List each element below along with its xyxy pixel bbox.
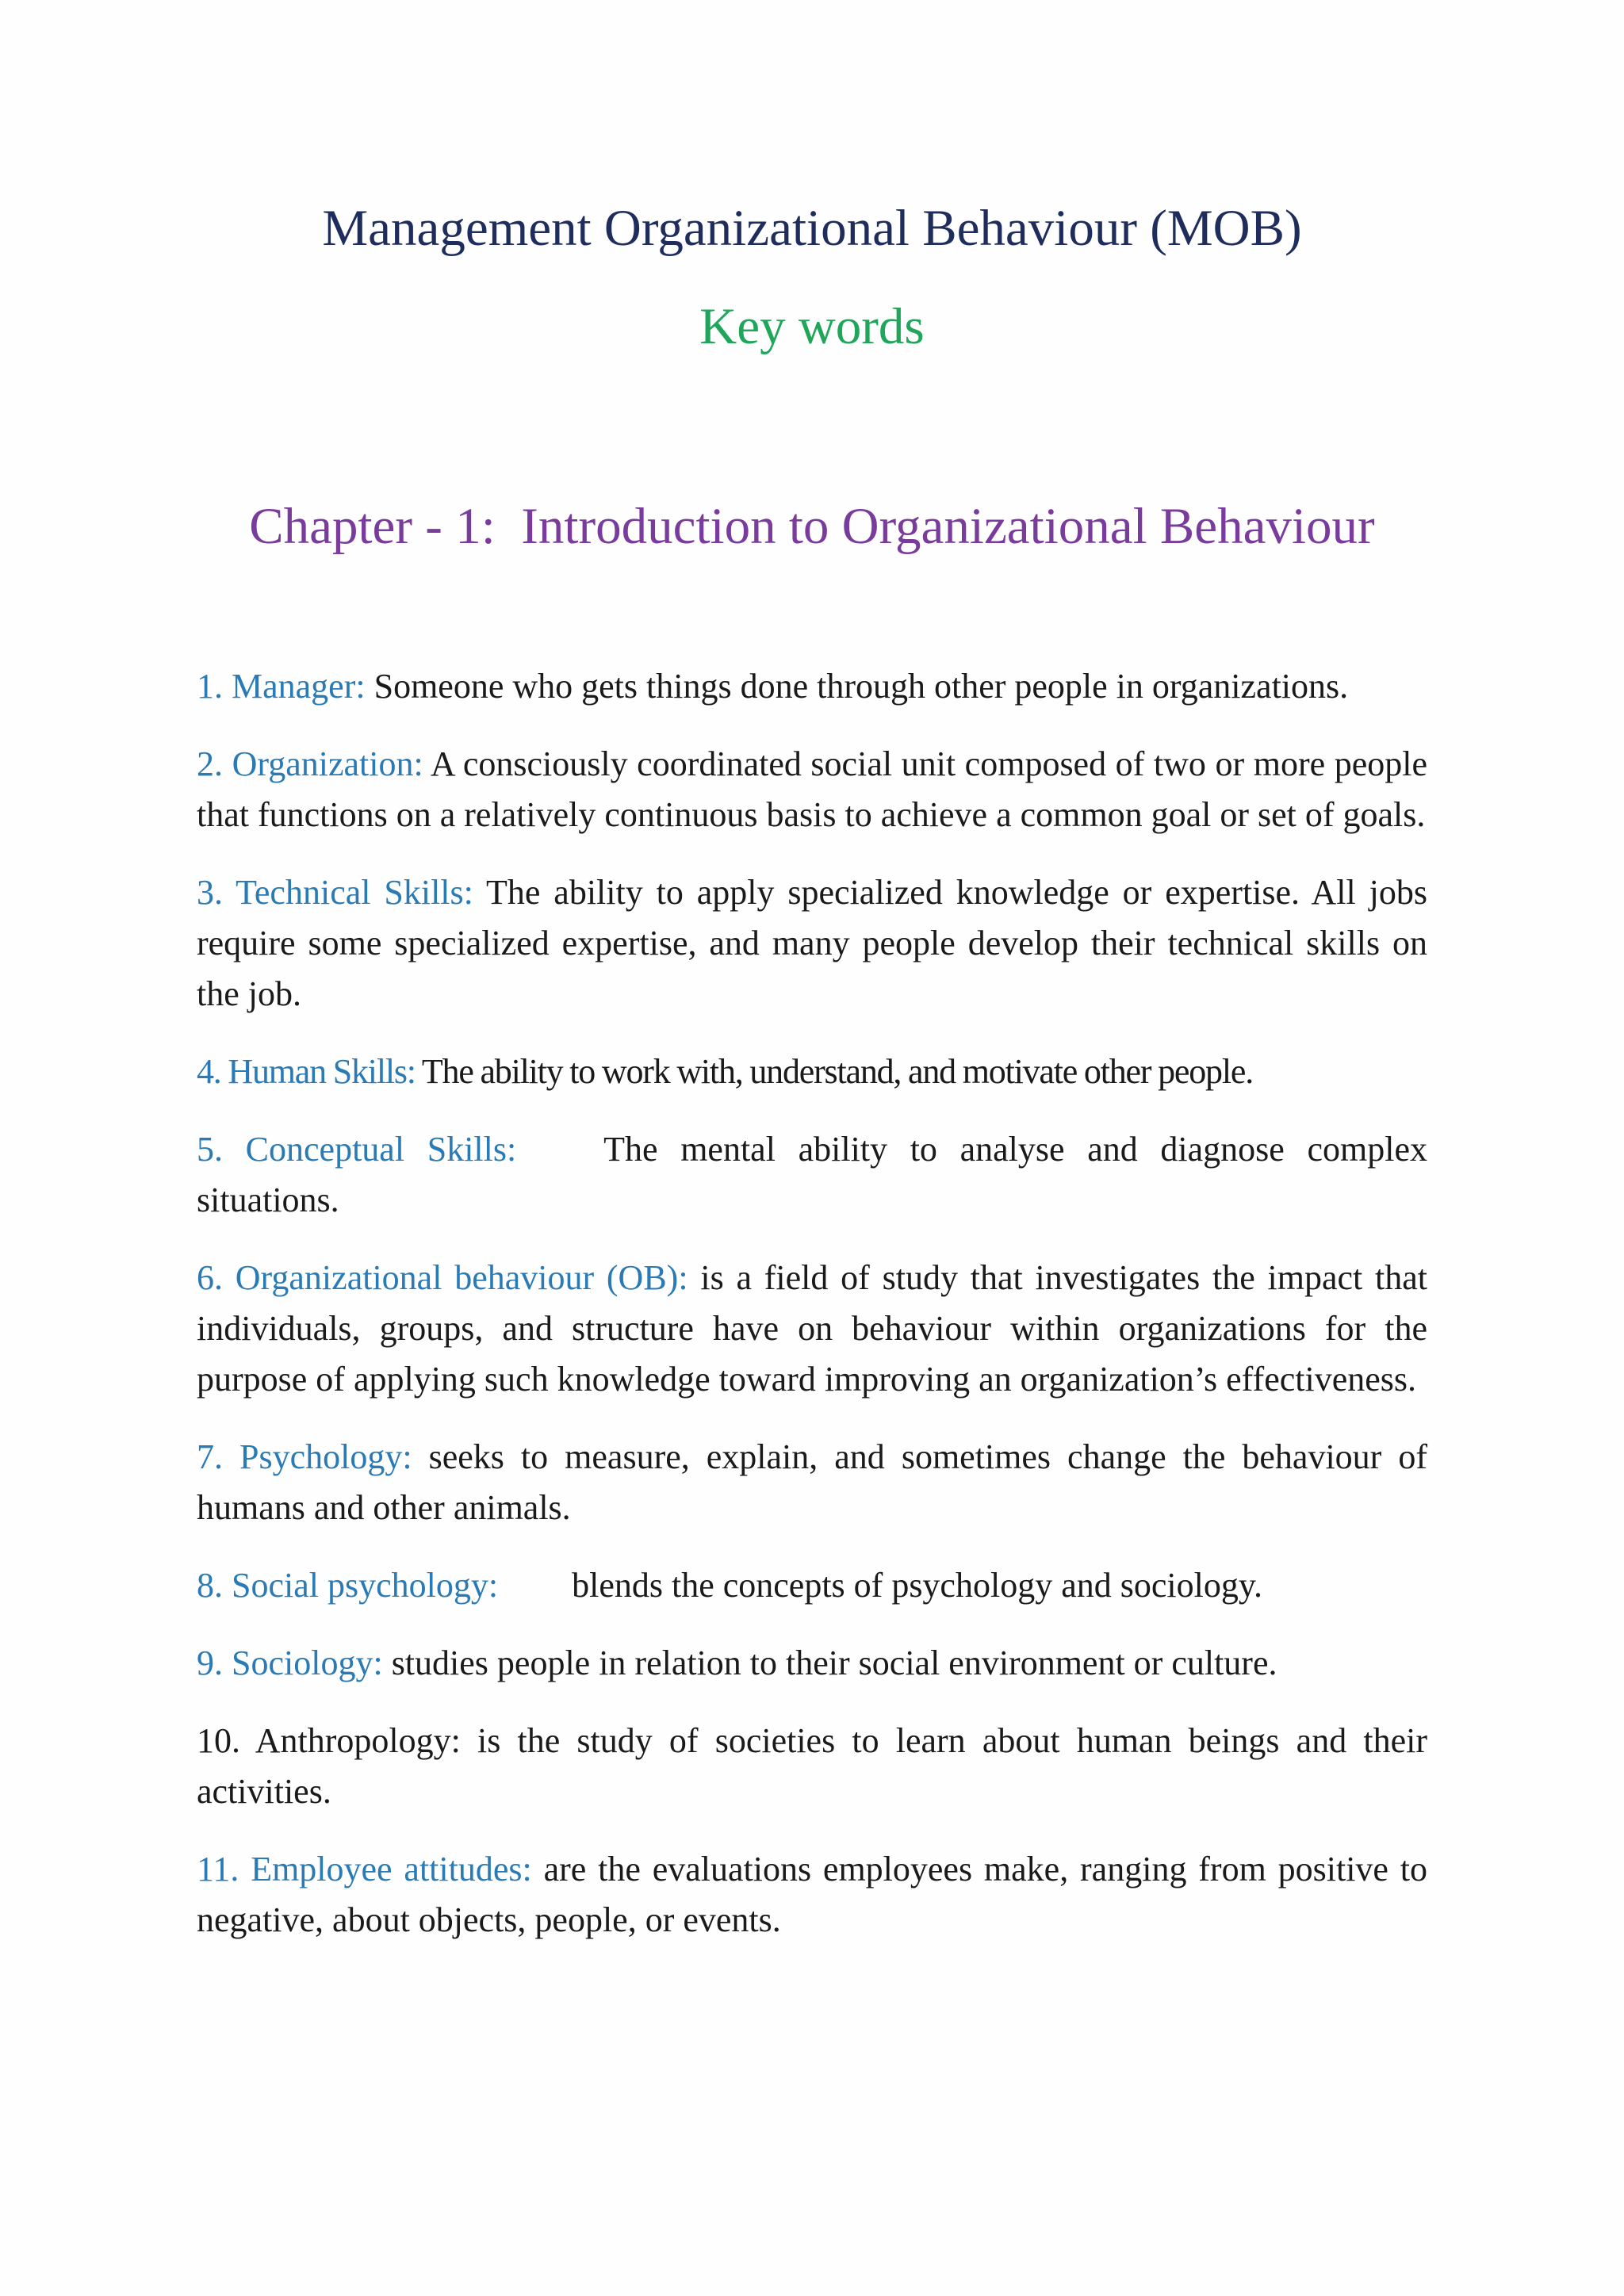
- chapter-heading: Chapter - 1: Introduction to Organizational Behaviour: [249, 498, 1375, 555]
- document-subtitle: Key words: [699, 298, 925, 355]
- term-definition: studies people in relation to their social environment or culture.: [391, 1644, 1277, 1682]
- term-keyword: 4. Human Skills:: [197, 1052, 416, 1091]
- term-definition: is a field of study that investigates the impact that individuals, groups, and structure have on behaviour within organizations for the purpose of applying such knowledge toward improving an organization’s effectiveness.: [197, 1258, 1427, 1399]
- term-definition: is the study of societies to learn about human beings and their activities.: [197, 1721, 1427, 1811]
- term-keyword: 9. Sociology:: [197, 1644, 383, 1682]
- list-item: [197, 739, 1427, 840]
- list-item: [197, 1124, 1427, 1226]
- term-keyword: 5. Conceptual Skills:: [197, 1130, 517, 1169]
- list-item: [197, 1638, 1427, 1689]
- term-keyword: 11. Employee attitudes:: [197, 1850, 532, 1888]
- list-item: [197, 1560, 1427, 1611]
- list-item: [197, 1047, 1427, 1097]
- term-keyword: 6. Organizational behaviour (OB):: [197, 1258, 688, 1297]
- list-item: [197, 1432, 1427, 1533]
- term-definition: seeks to measure, explain, and sometimes change the behaviour of humans and other animals.: [197, 1437, 1427, 1527]
- term-definition: The ability to apply specialized knowledge or expertise. All jobs require some specialized expertise, and many people develop their technical skills on the job.: [197, 873, 1427, 1013]
- keyword-list: [197, 661, 1427, 1973]
- term-keyword: 8. Social psychology:: [197, 1566, 499, 1605]
- list-item: [197, 1716, 1427, 1817]
- term-definition: Someone who gets things done through other people in organizations.: [373, 667, 1349, 706]
- term-definition: The mental ability to analyse and diagnose complex situations.: [197, 1130, 1427, 1219]
- list-item: [197, 867, 1427, 1020]
- term-keyword: 10. Anthropology:: [197, 1721, 461, 1760]
- list-item: [197, 1253, 1427, 1405]
- term-definition: are the evaluations employees make, ranging from positive to negative, about objects, people, or events.: [197, 1850, 1428, 1939]
- term-keyword: 2. Organization:: [197, 744, 423, 783]
- list-item: [197, 1844, 1427, 1946]
- document-title: Management Organizational Behaviour (MOB): [322, 200, 1302, 257]
- term-definition: A consciously coordinated social unit composed of two or more people that functions on a relatively continuous basis to achieve a common goal or set of goals.: [197, 744, 1428, 834]
- term-keyword: 7. Psychology:: [197, 1437, 412, 1476]
- term-keyword: 3. Technical Skills:: [197, 873, 473, 912]
- term-keyword: 1. Manager:: [197, 667, 366, 706]
- list-item: [197, 661, 1427, 712]
- term-definition: blends the concepts of psychology and sociology.: [572, 1566, 1262, 1605]
- term-definition: The ability to work with, understand, and motivate other people.: [421, 1052, 1253, 1091]
